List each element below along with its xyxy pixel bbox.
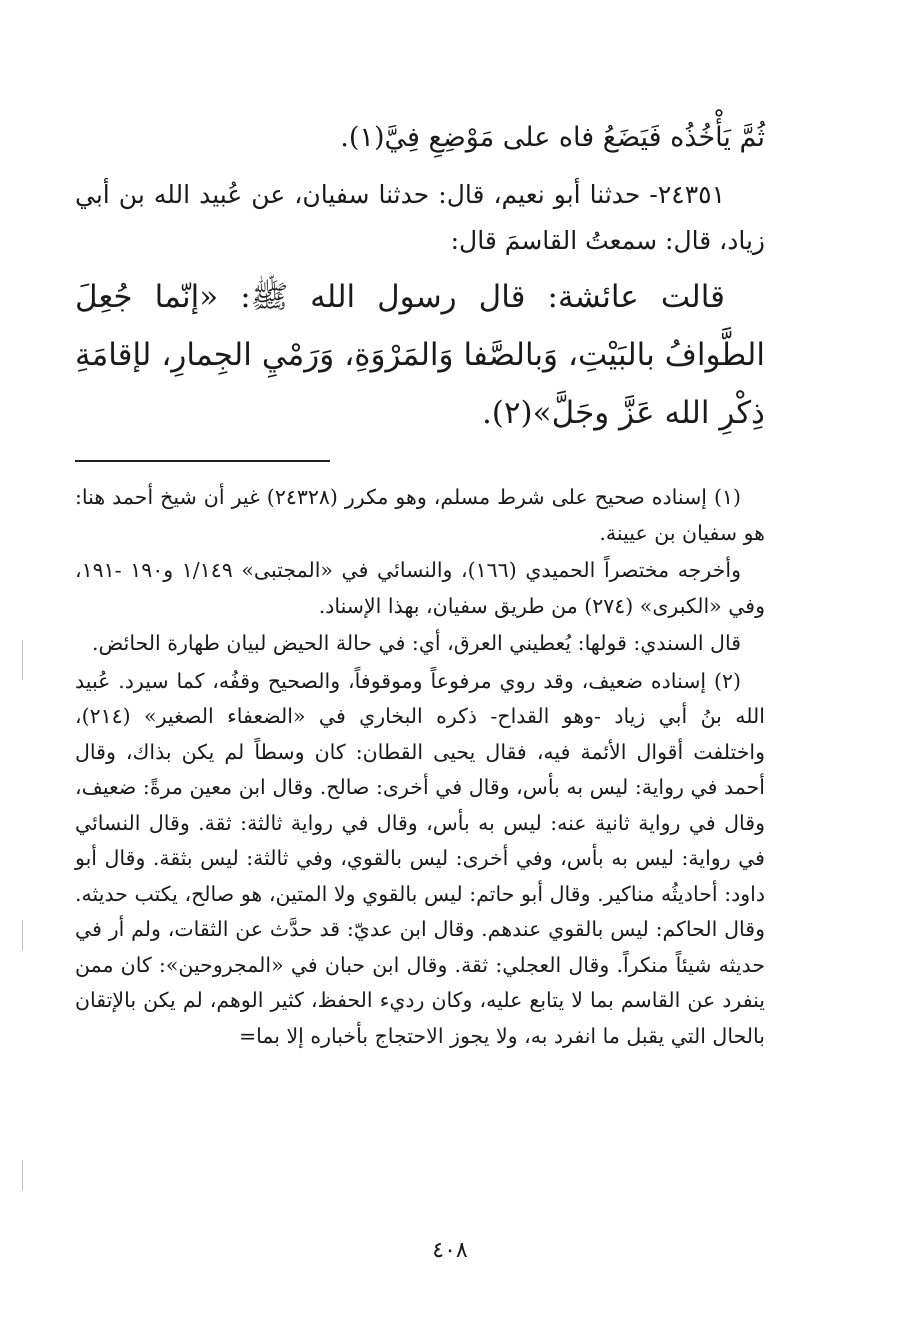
page-body	[75, 110, 765, 1056]
page-edge-line	[22, 920, 23, 950]
page-edge-line	[22, 640, 23, 680]
footnote-1: (١) إسناده صحيح على شرط مسلم، وهو مكرر (٢٤٣٢٨) غير أن شيخ أحمد هنا: هو سفيان بن عيينة.	[75, 485, 765, 545]
footnote-1-sindi: قال السندي: قولها: يُعطيني العرق، أي: في حالة الحيض لبيان طهارة الحائض.	[91, 631, 741, 655]
footnote-2: (٢) إسناده ضعيف، وقد روي مرفوعاً وموقوفاً، والصحيح وقفُه، كما سيرد. عُبيد الله بنُ أبي زياد -وهو القداح- ذكره البخاري في «الضعفاء الصغير» (٢١٤)، واختلفت أقوال الأئمة فيه، فقال يحيى القطان: كان وسطاً لم يكن بذاك، وقال أحمد في رواية: ليس به بأس، وقال في أخرى: صالح. وقال ابن معين مرةً: ضعيف، وقال في رواية ثانية عنه: ليس به بأس، وقال في رواية ثالثة: ثقة. وقال النسائي في رواية: ليس به بأس، وفي أخرى: ليس بالقوي، وفي ثالثة: ليس بثقة. وقال أبو داود: أحاديثُه مناكير. وقال أبو حاتم: ليس بالقوي ولا المتين، هو صالح، يكتب حديثه. وقال الحاكم: ليس بالقوي عندهم. وقال ابن عديّ: قد حدَّث عن الثقات، ولم أر في حديثه شيئاً منكراً. وقال العجلي: ثقة. وقال ابن حبان في «المجروحين»: كان ممن ينفرد عن القاسم بما لا يتابع عليه، وكان رديء الحفظ، كثير الوهم، لم يكن بالإتقان بالحال التي يقبل ما انفرد به، ولا يجوز الاحتجاج بأخباره إلا بما=	[75, 668, 765, 1048]
hadith-matn: قالت عائشة: قال رسول الله ﷺ: «إنّما جُعِلَ الطَّوافُ بالبَيْتِ، وَبالصَّفا وَالمَرْوَةِ، وَرَمْيِ الجِمارِ، لإقامَةِ ذِكْرِ الله عَزَّ وجَلَّ»(٢).	[75, 279, 765, 431]
hadith-isnad: ٢٤٣٥١- حدثنا أبو نعيم، قال: حدثنا سفيان، عن عُبيد الله بن أبي زياد، قال: سمعتُ القاسمَ قال:	[75, 180, 765, 255]
footnote-1-takhrij: وأخرجه مختصراً الحميدي (١٦٦)، والنسائي في «المجتبى» ١/١٤٩ و١٩٠ -١٩١، وفي «الكبرى» (٢٧٤) من طريق سفيان، بهذا الإسناد.	[75, 558, 765, 618]
page-edge-line	[22, 1160, 23, 1190]
footnote-divider	[75, 460, 330, 462]
continuation-line: ثُمَّ يَأْخُذُه فَيَضَعُ فاه على مَوْضِعِ فِيَّ(١).	[340, 122, 765, 153]
page-number: ٤٠٨	[432, 1238, 468, 1263]
footnotes	[75, 480, 765, 1054]
